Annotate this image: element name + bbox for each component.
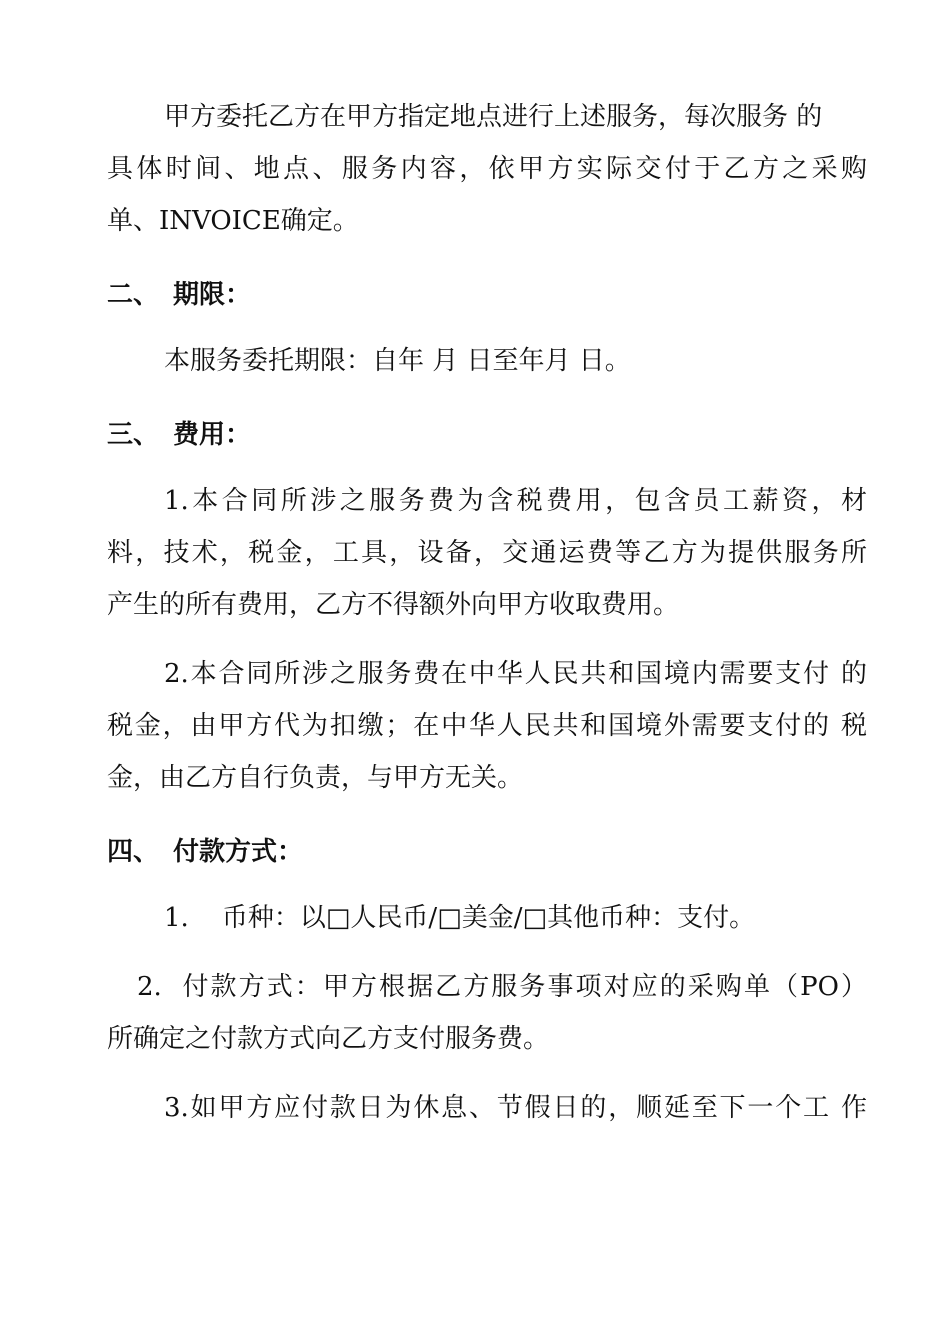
section-4-item-1: 1. 币种：以□人民币/□美金/□其他币种：支付。	[164, 903, 756, 933]
section-3-item-2-line-3: 金，由乙方自行负责，与甲方无关。	[107, 763, 524, 793]
section-2-line-1: 本服务委托期限：自年 月 日至年月 日。	[164, 346, 631, 376]
section-4-title: 付款方式：	[173, 837, 304, 867]
section-4-item-2-line-2: 所确定之付款方式向乙方支付服务费。	[107, 1024, 550, 1054]
section-2-heading	[107, 278, 251, 312]
section-3-title: 费用：	[173, 420, 252, 450]
section-3-number: 三、	[107, 420, 160, 450]
section-3-heading	[107, 418, 251, 452]
section-2-title: 期限：	[173, 280, 252, 310]
section-3-item-1-line-2: 料，技术，税金，工具，设备，交通运费等乙方为提供服务所	[107, 538, 867, 568]
intro-line-2: 具体时间、地点、服务内容，依甲方实际交付于乙方之采购	[107, 154, 867, 184]
intro-line-3: 单、INVOICE确定。	[107, 206, 359, 236]
section-4-item-3-line-1: 3.如甲方应付款日为休息、节假日的，顺延至下一个工 作	[164, 1093, 867, 1123]
section-2-number: 二、	[107, 280, 160, 310]
section-4-number: 四、	[107, 837, 160, 867]
section-3-item-2-line-1: 2.本合同所涉之服务费在中华人民共和国境内需要支付 的	[164, 659, 867, 689]
section-4-heading	[107, 835, 303, 869]
intro-line-1: 甲方委托乙方在甲方指定地点进行上述服务，每次服务 的	[164, 102, 823, 132]
section-3-item-2-line-2: 税金，由甲方代为扣缴；在中华人民共和国境外需要支付的 税	[107, 711, 867, 741]
section-4-item-2-line-1: 2. 付款方式：甲方根据乙方服务事项对应的采购单（PO）	[137, 972, 867, 1002]
section-3-item-1-line-1: 1.本合同所涉之服务费为含税费用，包含员工薪资，材	[164, 486, 867, 516]
section-3-item-1-line-3: 产生的所有费用，乙方不得额外向甲方收取费用。	[107, 590, 680, 620]
